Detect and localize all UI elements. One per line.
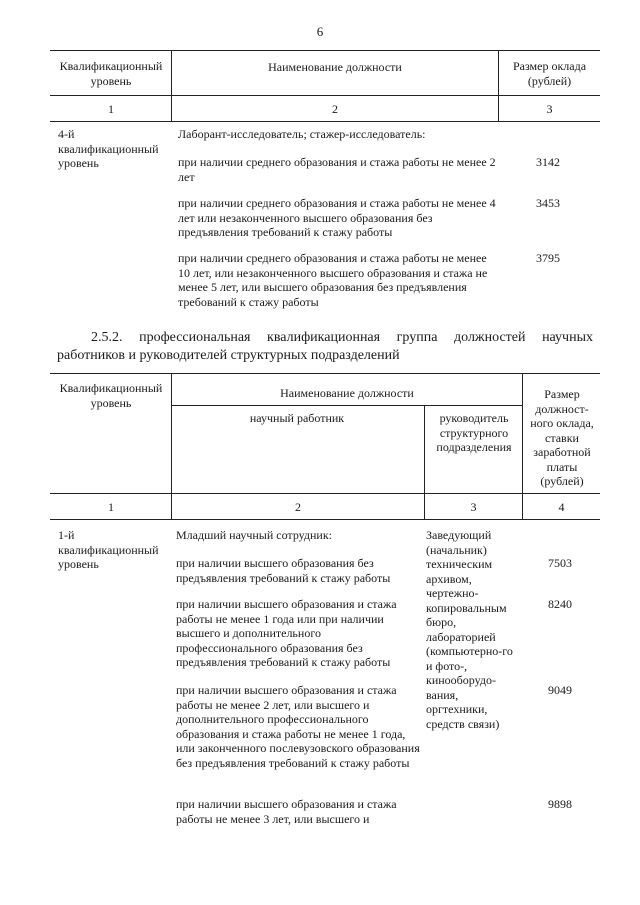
table2-colnum-4: 4: [558, 500, 565, 514]
table2-header-scientist: научный работник: [249, 411, 345, 425]
table2-level: 1-й квалификационный уровень: [58, 528, 159, 571]
table1-row-salary: 3142: [536, 155, 560, 169]
table2-rule-numbers: [50, 519, 600, 520]
table1-title: Лаборант-исследователь; стажер-исследователь:: [178, 127, 426, 141]
table2-row-text: при наличии высшего образования и стажа работы не менее 1 года или при наличии высшего и дополнительного профессионального образования без предъявления требований к стажу работы: [176, 597, 397, 669]
table2-rule-top: [50, 373, 600, 374]
table1-colnum-1: 1: [108, 102, 114, 116]
table2-vrule-3: [522, 373, 523, 519]
table2-header-name: Наименование должности: [280, 386, 414, 400]
table2-header-level: Квалификационный уровень: [59, 381, 163, 410]
table1-row-text: при наличии среднего образования и стажа работы не менее 4 лет или незаконченного высшего образования без предъявления требований к стажу работы: [178, 196, 496, 239]
table2-row-salary: 7503: [548, 556, 572, 570]
table2-title: Младший научный сотрудник:: [176, 528, 333, 542]
table1-header-name: Наименование должности: [268, 60, 402, 74]
table1-row-text: при наличии среднего образования и стажа работы не менее 10 лет, или незаконченного высшего образования и стажа не менее 5 лет, или высшего образования без предъявления требований к стажу работы: [178, 251, 488, 309]
table1-level: 4-й квалификационный уровень: [58, 127, 159, 170]
section-heading: 2.5.2. профессиональная квалификационная группа должностей научных работников и руководителей структурных подразделений: [57, 330, 593, 363]
table1-header-level: Квалификационный уровень: [59, 59, 163, 88]
table2-head-position: Заведующий (начальник) техническим архивом, чертежно-копировальным бюро, лабораторией (компьютерно-го и фото-, кинооборудо-вания, оргтехники, средств связи): [426, 528, 513, 731]
table2-row-text: при наличии высшего образования без предъявления требований к стажу работы: [176, 556, 391, 585]
table1-rule-numbers: [50, 121, 600, 122]
table2-header-salary: Размер должност-ного оклада, ставки заработной платы (рублей): [530, 387, 594, 488]
table2-row-salary: 8240: [548, 597, 572, 611]
table2-row-salary: 9049: [548, 683, 572, 697]
table2-rule-subheader: [171, 405, 522, 406]
table2-header-head: руководитель структурного подразделения: [436, 411, 512, 454]
table2-row-text: при наличии высшего образования и стажа работы не менее 2 лет, или высшего и дополнительного профессионального образования и стажа работы не менее 1 года, или законченного послевузовского образования без предъявления требований к стажу работы: [176, 683, 420, 770]
table2-colnum-3: 3: [470, 500, 477, 514]
table1-row-salary: 3795: [536, 251, 560, 265]
table1-rule-header: [50, 95, 600, 96]
table1-row-text: при наличии среднего образования и стажа работы не менее 2 лет: [178, 155, 496, 184]
table1-rule-top: [50, 50, 600, 51]
table2-row-text: при наличии высшего образования и стажа работы не менее 3 лет, или высшего и: [176, 797, 397, 826]
table1-colnum-2: 2: [332, 102, 338, 116]
table1-header-salary: Размер оклада (рублей): [512, 59, 587, 88]
page-number: 6: [316, 24, 324, 39]
table2-rule-header: [50, 493, 600, 494]
table1-row-salary: 3453: [536, 196, 560, 210]
table2-colnum-1: 1: [108, 500, 114, 514]
table2-colnum-2: 2: [295, 500, 301, 514]
table2-row-salary: 9898: [548, 797, 572, 811]
table1-colnum-3: 3: [546, 102, 553, 116]
